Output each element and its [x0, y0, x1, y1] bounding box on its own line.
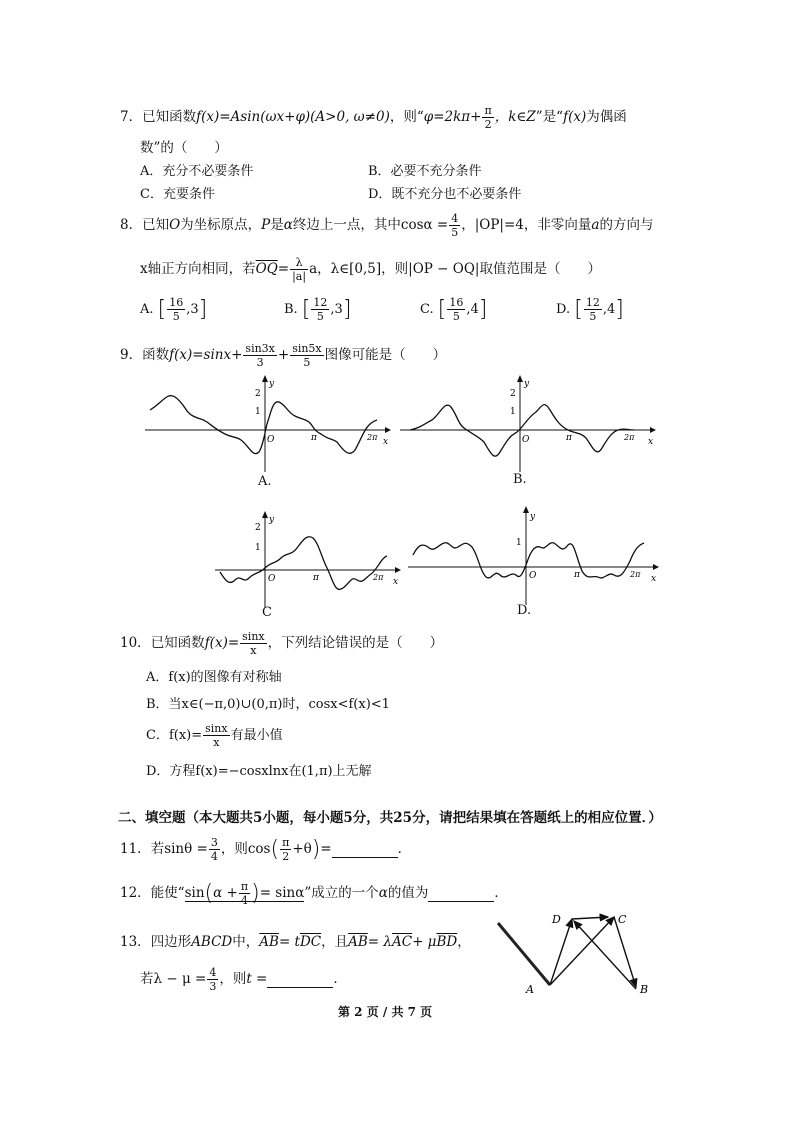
q12-number: 12． [120, 885, 151, 901]
q7-number: 7． [120, 109, 143, 125]
label-b: B [640, 983, 649, 996]
q13-end: ． [333, 971, 347, 987]
option-frac [447, 296, 465, 323]
y-tick-2: 2 [255, 523, 261, 533]
q13-comma: ， [457, 934, 471, 950]
q9-caption-a: A. [258, 474, 272, 489]
q12-text: 的值为 [387, 885, 429, 901]
frac-den: 4 [240, 894, 248, 907]
bracket-right: ] [342, 297, 352, 322]
q12-stem [120, 880, 508, 907]
q7-conclusion: f(x) [563, 109, 587, 125]
q9-caption-c: C [262, 605, 272, 620]
q7-line1 [120, 104, 627, 131]
q8-op: ，|OP|=4，非零向量 [461, 217, 592, 233]
q11-pi-frac [280, 836, 291, 863]
q13-text: 四边形 [150, 934, 192, 950]
q11-end: ． [397, 841, 412, 857]
pi-label: π [574, 570, 580, 580]
q12-alpha2: α [378, 885, 388, 901]
frac-num: sin3x [245, 342, 275, 355]
q9-number: 9． [120, 347, 143, 363]
frac-den: 5 [452, 310, 460, 323]
q8-text: x轴正方向相同，若 [140, 261, 256, 277]
q12-end: ． [494, 885, 508, 901]
q9-graph-c[interactable] [215, 508, 405, 608]
frac-num: sinx [205, 722, 228, 735]
frac-den: x [250, 644, 257, 657]
q9-caption-b: B. [513, 472, 527, 487]
q8-difference: |OP − OQ| [408, 261, 480, 277]
frac-den: 5 [589, 310, 597, 323]
option-text: 有最小值 [230, 728, 283, 743]
q10-text: 已知函数 [150, 635, 205, 651]
frac-den: 5 [172, 310, 180, 323]
q9-graph-a[interactable] [145, 372, 395, 472]
pi-label: π [566, 433, 572, 443]
q8-option-b[interactable] [284, 296, 351, 323]
y-label: y [269, 515, 275, 525]
q8-lambda-frac [290, 256, 308, 283]
q13-text: 中， [232, 934, 260, 950]
q8-text: 取值范围是（ ） [479, 261, 601, 277]
q8-text: 的方向与 [599, 217, 654, 233]
bracket-right: ] [478, 297, 488, 322]
q13-vector-dc: $\overline{DC}$ [299, 934, 322, 950]
q11-text: ，则 [220, 841, 248, 857]
option-frac [584, 296, 602, 323]
x-label: x [648, 437, 654, 447]
bracket-left: [ [437, 297, 447, 322]
q13-vector-ab2: $\overline{AB}$ [348, 934, 368, 950]
q11-answer-blank[interactable] [332, 841, 398, 858]
q8-text: 为坐标原点， [180, 217, 262, 233]
frac-num: π [282, 836, 290, 849]
q8-option-d[interactable] [556, 296, 624, 323]
origin-label: O [267, 435, 275, 445]
q8-text: 已知 [142, 217, 170, 233]
curve [220, 537, 387, 590]
frac-den: x [213, 736, 220, 749]
frac-den: 5 [303, 356, 311, 369]
q13-frac [207, 966, 218, 993]
q12-frac [239, 880, 250, 907]
q11-stem [120, 836, 411, 863]
q8-point-o: O [169, 217, 181, 233]
q9-text: 图像可能是（ ） [324, 347, 447, 363]
q10-option-a[interactable]: A．f(x)的图像有对称轴 [146, 670, 282, 685]
frac-num: 3 [210, 836, 218, 849]
x-label: x [383, 437, 389, 447]
q8-cos: cosα = [400, 217, 449, 233]
q11-plus: +θ [292, 841, 312, 857]
y-tick-1: 1 [516, 538, 522, 548]
vector-dc [572, 917, 608, 919]
option-frac [311, 296, 329, 323]
q7-condition: φ=2kπ+ [423, 109, 482, 125]
paren-left: ( [270, 837, 280, 862]
q9-frac1 [243, 342, 276, 369]
q13-number: 13． [120, 934, 151, 950]
option-frac [203, 722, 229, 749]
q7-formula: f(x)=Asin(ωx+φ)(A>0, ω≠0) [196, 109, 390, 125]
section-heading: 二、填空题（本大题共5小题，每小题5分，共25分，请把结果填在答题纸上的相应位置．） [118, 810, 662, 826]
q9-stem [120, 342, 446, 369]
q8-option-c[interactable] [420, 296, 487, 323]
q13-vector-ac: $\overline{AC}$ [391, 934, 413, 950]
origin-label: O [522, 435, 530, 445]
q13-vector-bd: $\overline{BD}$ [436, 934, 458, 950]
q12-sin: sin [184, 885, 205, 901]
y-label: y [269, 379, 275, 389]
frac-num: 16 [449, 296, 464, 309]
frac-num: sinx [242, 630, 265, 643]
q9-plus: + [277, 347, 290, 363]
q10-number: 10． [120, 635, 151, 651]
page-footer: 第 2 页 / 共 7 页 [338, 1005, 433, 1019]
q7-line2: 数”的（ ） [140, 140, 228, 156]
y-axis-arrow [262, 375, 268, 382]
q8-vector-oq: $\overline{OQ}$ [255, 261, 278, 277]
q8-frac-den: |a| [292, 270, 307, 283]
q11-cos: cos [247, 841, 271, 857]
option-rest: ,4 [466, 302, 479, 317]
label-d: D [552, 913, 561, 926]
frac-num: sin5x [292, 342, 322, 355]
option-label: B. [284, 302, 298, 317]
frac-num: 16 [169, 296, 184, 309]
q7-text: 为偶函 [586, 109, 627, 125]
label-c: C [618, 913, 627, 926]
option-rest: ,4 [602, 302, 616, 317]
frac-den: 3 [256, 356, 264, 369]
option-frac [167, 296, 185, 323]
q12-formula [184, 880, 305, 907]
q12-answer-blank[interactable] [428, 885, 494, 902]
q8-option-a[interactable] [140, 296, 207, 323]
y-axis-arrow [517, 375, 523, 382]
q12-text: 能使“ [150, 885, 185, 901]
y-tick-1: 1 [255, 543, 261, 553]
frac-num: 12 [313, 296, 328, 309]
q9-text: 函数 [142, 347, 170, 363]
q8-line2 [140, 256, 601, 283]
q8-alpha: α [283, 217, 293, 233]
curve [150, 396, 377, 454]
x-label: x [393, 577, 399, 587]
q8-point-p: P [261, 217, 271, 233]
vector-ad [550, 919, 572, 985]
q12-alpha: α + [213, 885, 238, 901]
q11-sin: sinθ = [164, 841, 208, 857]
q9-graph-b[interactable] [400, 372, 660, 472]
paren-right: ) [311, 837, 321, 862]
frac-den: 5 [316, 310, 324, 323]
q13-line2 [140, 966, 347, 993]
q9-frac2 [290, 342, 323, 369]
q7-option-b[interactable]: B．必要不充分条件 [368, 164, 482, 179]
q7-fraction [482, 104, 493, 131]
y-tick-1: 1 [255, 407, 261, 417]
bracket-right: ] [198, 297, 208, 322]
q11-number: 11． [120, 841, 151, 857]
q8-eq: = [277, 261, 290, 277]
q8-text: a，λ∈[0,5]，则 [309, 261, 409, 277]
q13-t: t = [246, 971, 268, 987]
bracket-left: [ [574, 297, 583, 322]
frac-den: 2 [282, 850, 290, 863]
option-rest: ,3 [330, 302, 343, 317]
q13-eq1: = t [278, 934, 300, 950]
label-a: A [526, 983, 534, 996]
y-tick-2: 2 [255, 389, 261, 399]
x-axis-arrow [395, 567, 401, 573]
q7-condition2: ，k∈Z [494, 109, 536, 125]
x-axis-arrow [650, 427, 656, 433]
y-label: y [530, 512, 536, 522]
q8-text: 是 [270, 217, 284, 233]
option-rest: ,3 [186, 302, 199, 317]
q10-option-b[interactable]: B．当x∈(−π,0)∪(0,π)时，cosx<f(x)<1 [146, 697, 390, 712]
y-axis-arrow [523, 506, 529, 513]
twopi-label: 2π [373, 573, 384, 582]
q13-plus: + μ [412, 934, 437, 950]
q11-eq: = [320, 841, 332, 857]
option-text: C．f(x)= [146, 728, 203, 743]
q13-text: ，则 [219, 971, 247, 987]
y-axis-arrow [262, 511, 268, 518]
q8-vector-a: a [591, 217, 600, 233]
origin-label: O [529, 571, 537, 581]
pi-label: π [311, 433, 317, 443]
frac-num: 4 [209, 966, 217, 979]
q13-eq2: = λ [367, 934, 392, 950]
q7-text: ，则“ [389, 109, 424, 125]
q13-text: 若λ − μ = [140, 971, 207, 987]
q9-graph-d[interactable] [408, 505, 663, 605]
q10-text: ，下列结论错误的是（ ） [267, 635, 444, 651]
q7-option-c[interactable]: C．充要条件 [140, 187, 215, 202]
option-label: C. [420, 302, 434, 317]
y-label: y [524, 379, 530, 389]
paren-left: ( [204, 881, 214, 906]
bracket-right: ] [615, 297, 624, 322]
q10-option-d[interactable]: D．方程f(x)=−cosxlnx在(1,π)上无解 [146, 764, 372, 779]
origin-label: O [268, 574, 276, 584]
q13-vector-ab: $\overline{AB}$ [259, 934, 279, 950]
q7-text: 已知函数 [142, 109, 197, 125]
y-tick-1: 1 [510, 407, 516, 417]
q10-function: f(x)= [204, 635, 240, 651]
bracket-left: [ [301, 297, 311, 322]
q10-fraction [240, 630, 266, 657]
vector-bd [574, 921, 636, 989]
pi-label: π [313, 573, 319, 583]
q12-text: ”成立的一个 [304, 885, 379, 901]
q9-function: f(x)=sinx+ [169, 347, 243, 363]
q8-number: 8． [120, 217, 143, 233]
option-label: A. [140, 302, 154, 317]
twopi-label: 2π [367, 433, 378, 442]
frac-num: π [240, 880, 249, 893]
frac-den: 3 [209, 980, 217, 993]
q8-frac-num: 4 [451, 212, 459, 225]
x-label: x [651, 574, 657, 584]
twopi-label: 2π [624, 433, 635, 442]
q8-frac-num: λ [290, 256, 308, 270]
option-label: D. [556, 302, 571, 317]
q8-text: 终边上一点，其中 [292, 217, 401, 233]
edge-ad-shadow [498, 923, 550, 985]
frac-den: 4 [210, 850, 218, 863]
y-tick-2: 2 [510, 389, 516, 399]
q7-option-d[interactable]: D．既不充分也不必要条件 [368, 187, 522, 202]
bracket-left: [ [157, 297, 167, 322]
q8-fraction [449, 212, 460, 239]
q8-line1 [120, 212, 653, 239]
frac-num: 12 [585, 296, 600, 309]
q9-caption-d: D. [517, 603, 532, 618]
q7-option-a[interactable]: A．充分不必要条件 [140, 164, 254, 179]
q13-line1 [120, 930, 471, 950]
q7-frac-den: 2 [484, 118, 492, 131]
vector-ac [550, 917, 614, 985]
q7-frac-num: π [484, 104, 492, 117]
q7-text: ”是“ [535, 109, 564, 125]
q13-abcd: ABCD [191, 934, 233, 950]
q8-frac-den: 5 [451, 226, 459, 239]
q13-answer-blank[interactable] [267, 971, 333, 988]
q13-text: ，且 [321, 934, 349, 950]
q11-text: 若 [150, 841, 165, 857]
q13-figure [488, 905, 658, 1000]
q10-option-c[interactable] [146, 722, 283, 749]
q11-frac [209, 836, 220, 863]
q12-eq: = sinα [259, 885, 305, 901]
x-axis-arrow [653, 564, 659, 570]
x-axis-arrow [385, 427, 391, 433]
twopi-label: 2π [630, 570, 641, 579]
paren-right: ) [251, 881, 260, 906]
q10-stem [120, 630, 443, 657]
